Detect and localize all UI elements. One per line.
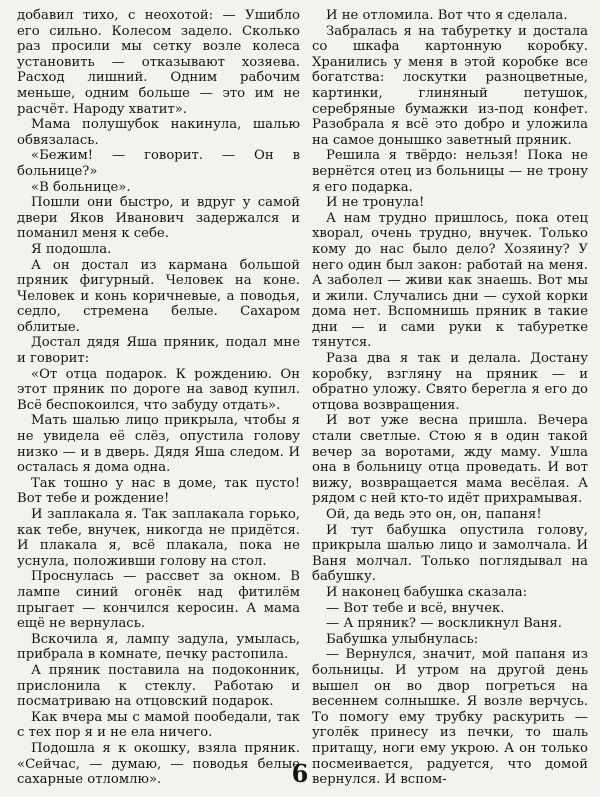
paragraph: Решила я твёрдо: нельзя! Пока не вернётся отец из больницы — не трону я его подарка.: [312, 148, 588, 195]
paragraph: И вот уже весна пришла. Вечера стали светлые. Стою я в один такой вечер за воротами, жду маму. Ушла она в больницу отца проведать. И вот вижу, возвращается мама весёлая. А рядом с ней кто-то идёт прихрамывая.: [312, 413, 588, 507]
paragraph: И не отломила. Вот что я сделала.: [326, 8, 568, 23]
paragraph: А он достал из кармана большой пряник фигурный. Человек на коне. Человек и конь коричневые, а поводья, седло, стремена белые. Сахаром облитые.: [17, 257, 300, 335]
paragraph: Как вчера мы с мамой пообедали, так с тех пор я и не ела ничего.: [17, 709, 300, 741]
paragraph: Так тошно у нас в доме, так пусто! Вот тебе и рождение!: [17, 475, 300, 507]
page-number: 6: [291, 759, 309, 788]
paragraph: Ой, да ведь это он, он, папаня!: [326, 507, 542, 522]
paragraph: «От отца подарок. К рождению. Он этот пряник по дороге на завод купил. Всё беспокоился, что забуду отдать».: [17, 366, 300, 413]
paragraph: Проснулась — рассвет за окном. В лампе синий огонёк над фитилём прыгает — кончился керосин. А мама ещё не вернулась.: [17, 569, 300, 632]
paragraph: Раза два я так и делала. Достану коробку, взгляну на пряник — и обратно уложу. Свято берегла я его до отцова возвращения.: [312, 351, 588, 413]
left-column: [17, 8, 300, 788]
paragraph: — Вернулся, значит, мой папаня из больницы. И утром на другой день вышел он во двор погреться на весеннем солнышке. Я возле верчусь. То помогу ему трубку раскурить — уголёк принесу из печки, то шаль притащу, ноги ему укрою. А он только посмеивается, радуется, что домой вернулся. И вспом-: [312, 647, 588, 788]
paragraph: Мать шалью лицо прикрыла, чтобы я не увидела её слёз, опустила голову низко — и в дверь. Дядя Яша следом. И осталась я дома одна.: [17, 413, 300, 476]
right-column: [312, 8, 588, 788]
paragraph: — Вот тебе и всё, внучек.: [326, 600, 505, 616]
paragraph: Пошли они быстро, и вдруг у самой двери Яков Иванович задержался и поманил меня к себе.: [17, 195, 300, 242]
paragraph: Вскочила я, лампу задула, умылась, прибрала в комнате, печку растопила.: [17, 631, 300, 663]
paragraph: И тут бабушка опустила голову, прикрыла шалью лицо и замолчала. И Ваня молчал. Только поглядывал на бабушку.: [312, 522, 588, 585]
paragraph: Мама полушубок накинула, шалью обвязалась.: [17, 117, 300, 148]
paragraph: добавил тихо, с неохотой: — Ушибло его сильно. Колесом задело. Сколько раз просили мы сетку возле колеса установить — отказывают хозяева. Расход лишний. Одним рабочим меньше, одним больше — это им не расчёт. Народу хватит».: [17, 8, 300, 117]
paragraph: Забралась я на табуретку и достала со шкафа картонную коробку. Хранились у меня в этой коробке все богатства: лоскутки разноцветные, картинки, глиняный петушок, серебряные бумажки из-под конфет. Разобрала я всё это добро и уложила на самое донышко заветный пряник.: [312, 23, 588, 148]
paragraph: «Бежим! — говорит. — Он в больнице?»: [17, 148, 300, 179]
paragraph: «В больнице».: [31, 179, 131, 195]
paragraph: — А пряник? — воскликнул Ваня.: [326, 616, 562, 632]
paragraph: Я подошла.: [31, 241, 112, 257]
paragraph: И заплакала я. Так заплакала горько, как тебе, внучек, никогда не придётся. И плакала я, всё плакала, пока не уснула, положивши голову на стол.: [17, 507, 300, 569]
paragraph: Подошла я к окошку, взяла пряник. «Сейчас, — думаю, — поводья белые сахарные отломлю».: [17, 740, 300, 788]
paragraph: А пряник поставила на подоконник, прислонила к стеклу. Работаю и посматриваю на отцовский подарок.: [17, 662, 300, 710]
paragraph: Достал дядя Яша пряник, подал мне и говорит:: [17, 335, 300, 367]
paragraph: И не тронула!: [326, 195, 425, 211]
paragraph: Бабушка улыбнулась:: [326, 631, 479, 647]
paragraph: А нам трудно пришлось, пока отец хворал, очень трудно, внучек. Только кому до нас было дело? Хозяину? У него один был закон: работай на меня. А заболел — живи как знаешь. Вот мы и жили. Случались дни — сухой корки дома нет. Вспомнишь пряник в такие дни — и сами руки к табуретке тянутся.: [312, 210, 588, 351]
paragraph: И наконец бабушка сказала:: [326, 584, 528, 600]
